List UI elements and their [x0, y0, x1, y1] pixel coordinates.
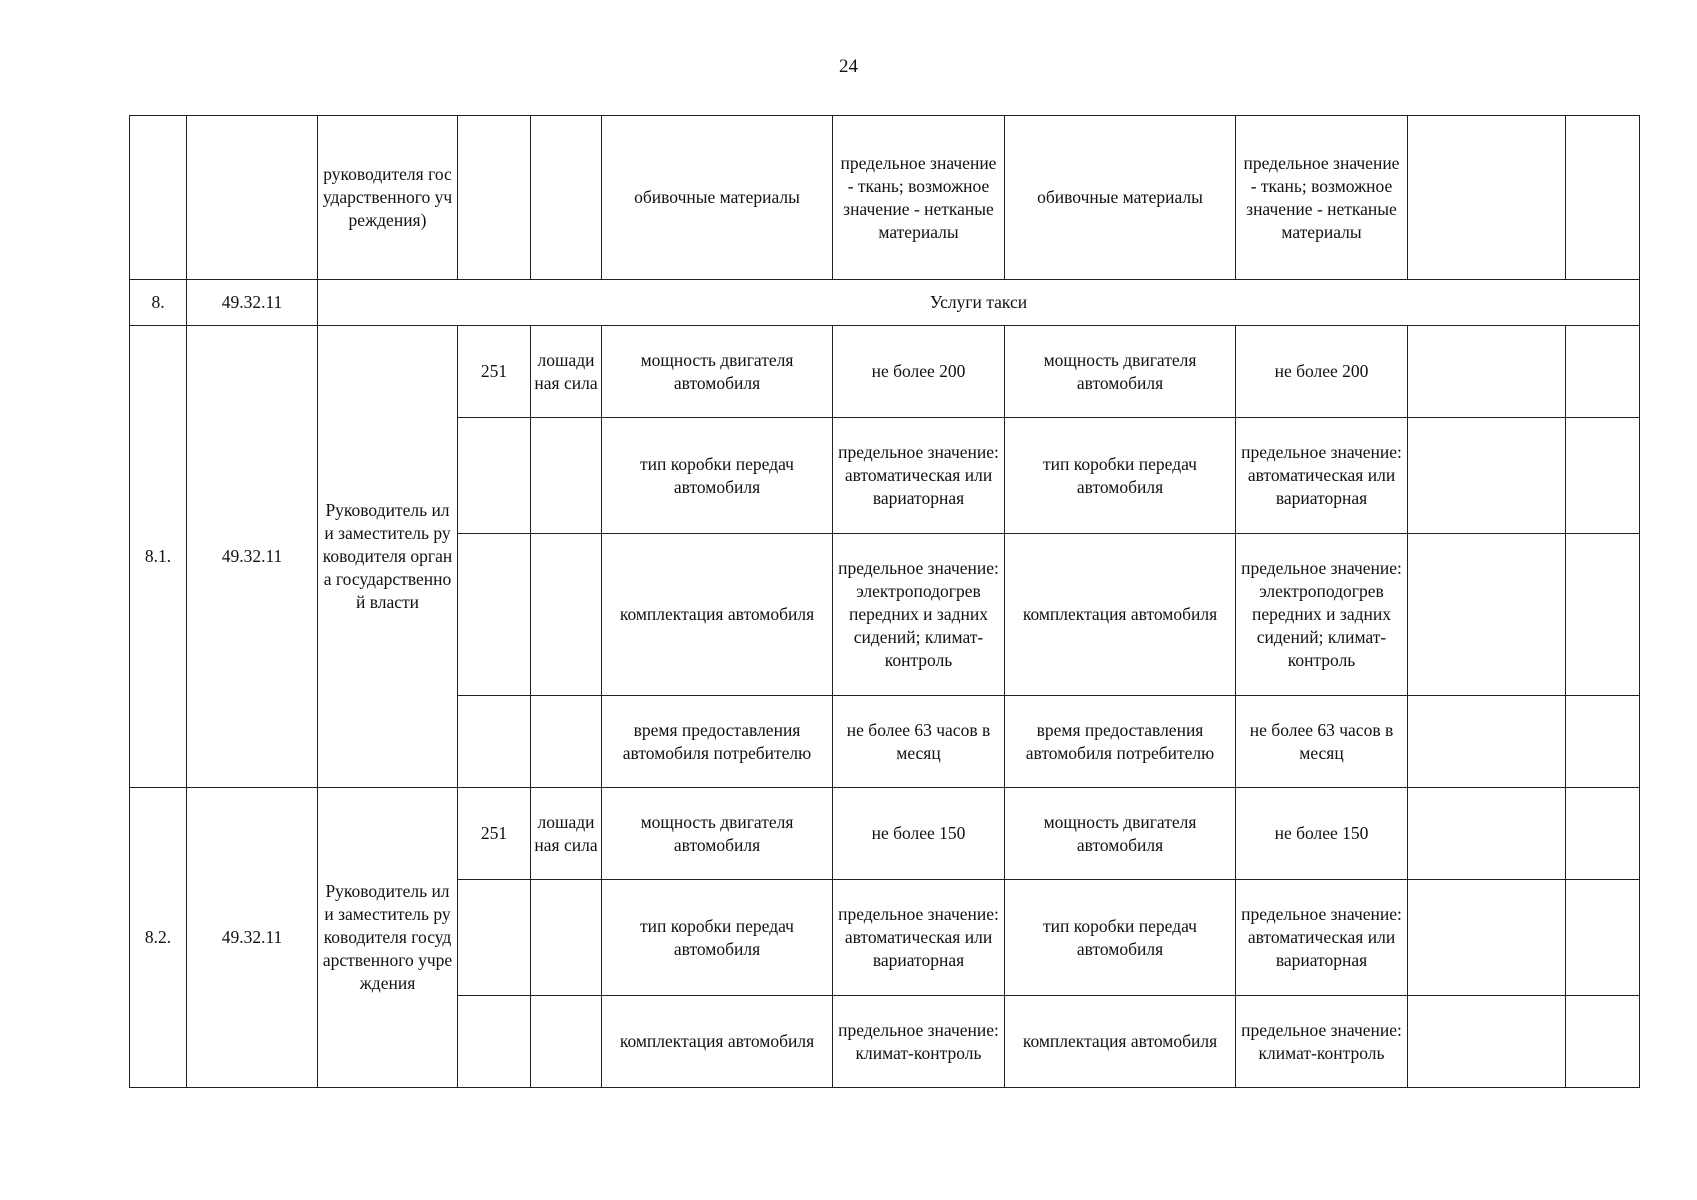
cell-okei-code — [458, 696, 531, 788]
cell-char-name: обивочные материалы — [602, 116, 833, 280]
cell-char-name-approved: тип коробки передач автомобиля — [1005, 880, 1236, 996]
cell-char-value-approved: не более 150 — [1236, 788, 1408, 880]
group-position: Руководитель или заместитель руководителя органа государственной власти — [318, 326, 458, 788]
page-number: 24 — [839, 56, 858, 77]
cell-char-name-approved: мощность двигателя автомобиля — [1005, 788, 1236, 880]
cell-char-value: предельное значение: электроподогрев передних и задних сидений; климат-контроль — [833, 534, 1005, 696]
cell-position: руководителя государственного учреждения) — [318, 116, 458, 280]
cell-empty — [1566, 880, 1640, 996]
group-number: 8.1. — [130, 326, 187, 788]
cell-empty — [1566, 326, 1640, 418]
cell-char-value-approved: предельное значение: автоматическая или вариаторная — [1236, 418, 1408, 534]
cell-char-value: предельное значение - ткань; возможное значение - нетканые материалы — [833, 116, 1005, 280]
cell-unit — [531, 534, 602, 696]
cell-okei-code — [458, 534, 531, 696]
cell-char-value-approved: не более 63 часов в месяц — [1236, 696, 1408, 788]
cell-empty — [1408, 326, 1566, 418]
group-position: Руководитель или заместитель руководителя государственного учреждения — [318, 788, 458, 1088]
cell-empty — [1408, 880, 1566, 996]
cell-char-value: предельное значение: автоматическая или вариаторная — [833, 418, 1005, 534]
cell-char-value: предельное значение: автоматическая или вариаторная — [833, 880, 1005, 996]
cell-char-name: комплектация автомобиля — [602, 996, 833, 1088]
cell-empty — [1408, 418, 1566, 534]
cell-unit — [531, 116, 602, 280]
section-number: 8. — [130, 280, 187, 326]
cell-code — [187, 116, 318, 280]
cell-char-name: мощность двигателя автомобиля — [602, 788, 833, 880]
cell-unit — [531, 996, 602, 1088]
cell-char-value: не более 150 — [833, 788, 1005, 880]
cell-char-value: не более 63 часов в месяц — [833, 696, 1005, 788]
cell-char-name: мощность двигателя автомобиля — [602, 326, 833, 418]
cell-char-name: тип коробки передач автомобиля — [602, 418, 833, 534]
cell-char-value-approved: предельное значение - ткань; возможное значение - нетканые материалы — [1236, 116, 1408, 280]
section-row — [130, 280, 1640, 326]
table-row — [130, 116, 1640, 280]
cell-char-value: предельное значение: климат-контроль — [833, 996, 1005, 1088]
cell-okei-code: 251 — [458, 788, 531, 880]
cell-unit: лошадиная сила — [531, 788, 602, 880]
cell-empty — [1566, 534, 1640, 696]
cell-okei-code — [458, 996, 531, 1088]
cell-okei-code: 251 — [458, 326, 531, 418]
cell-empty — [1566, 116, 1640, 280]
cell-okei-code — [458, 418, 531, 534]
cell-char-value-approved: не более 200 — [1236, 326, 1408, 418]
group-code: 49.32.11 — [187, 326, 318, 788]
cell-unit — [531, 418, 602, 534]
table-row — [130, 788, 1640, 880]
group-code: 49.32.11 — [187, 788, 318, 1088]
cell-empty — [1566, 696, 1640, 788]
cell-char-name-approved: комплектация автомобиля — [1005, 534, 1236, 696]
cell-unit — [531, 880, 602, 996]
section-code: 49.32.11 — [187, 280, 318, 326]
cell-char-value: не более 200 — [833, 326, 1005, 418]
cell-empty — [1566, 788, 1640, 880]
cell-empty — [1408, 534, 1566, 696]
cell-okei-code — [458, 880, 531, 996]
cell-char-name-approved: мощность двигателя автомобиля — [1005, 326, 1236, 418]
cell-unit — [531, 696, 602, 788]
cell-char-name: тип коробки передач автомобиля — [602, 880, 833, 996]
cell-char-name-approved: комплектация автомобиля — [1005, 996, 1236, 1088]
table-row — [130, 326, 1640, 418]
cell-okei-code — [458, 116, 531, 280]
group-number: 8.2. — [130, 788, 187, 1088]
cell-empty — [1408, 116, 1566, 280]
cell-empty — [1408, 996, 1566, 1088]
cell-number — [130, 116, 187, 280]
cell-char-value-approved: предельное значение: автоматическая или вариаторная — [1236, 880, 1408, 996]
cell-char-name: время предоставления автомобиля потребителю — [602, 696, 833, 788]
section-title: Услуги такси — [318, 280, 1640, 326]
cell-empty — [1566, 996, 1640, 1088]
cell-char-name-approved: время предоставления автомобиля потребителю — [1005, 696, 1236, 788]
cell-char-name: комплектация автомобиля — [602, 534, 833, 696]
cell-char-name-approved: обивочные материалы — [1005, 116, 1236, 280]
cell-empty — [1566, 418, 1640, 534]
cell-char-value-approved: предельное значение: климат-контроль — [1236, 996, 1408, 1088]
cell-empty — [1408, 788, 1566, 880]
cell-char-value-approved: предельное значение: электроподогрев передних и задних сидений; климат-контроль — [1236, 534, 1408, 696]
cell-char-name-approved: тип коробки передач автомобиля — [1005, 418, 1236, 534]
requirements-table — [129, 115, 1640, 1088]
cell-empty — [1408, 696, 1566, 788]
cell-unit: лошадиная сила — [531, 326, 602, 418]
